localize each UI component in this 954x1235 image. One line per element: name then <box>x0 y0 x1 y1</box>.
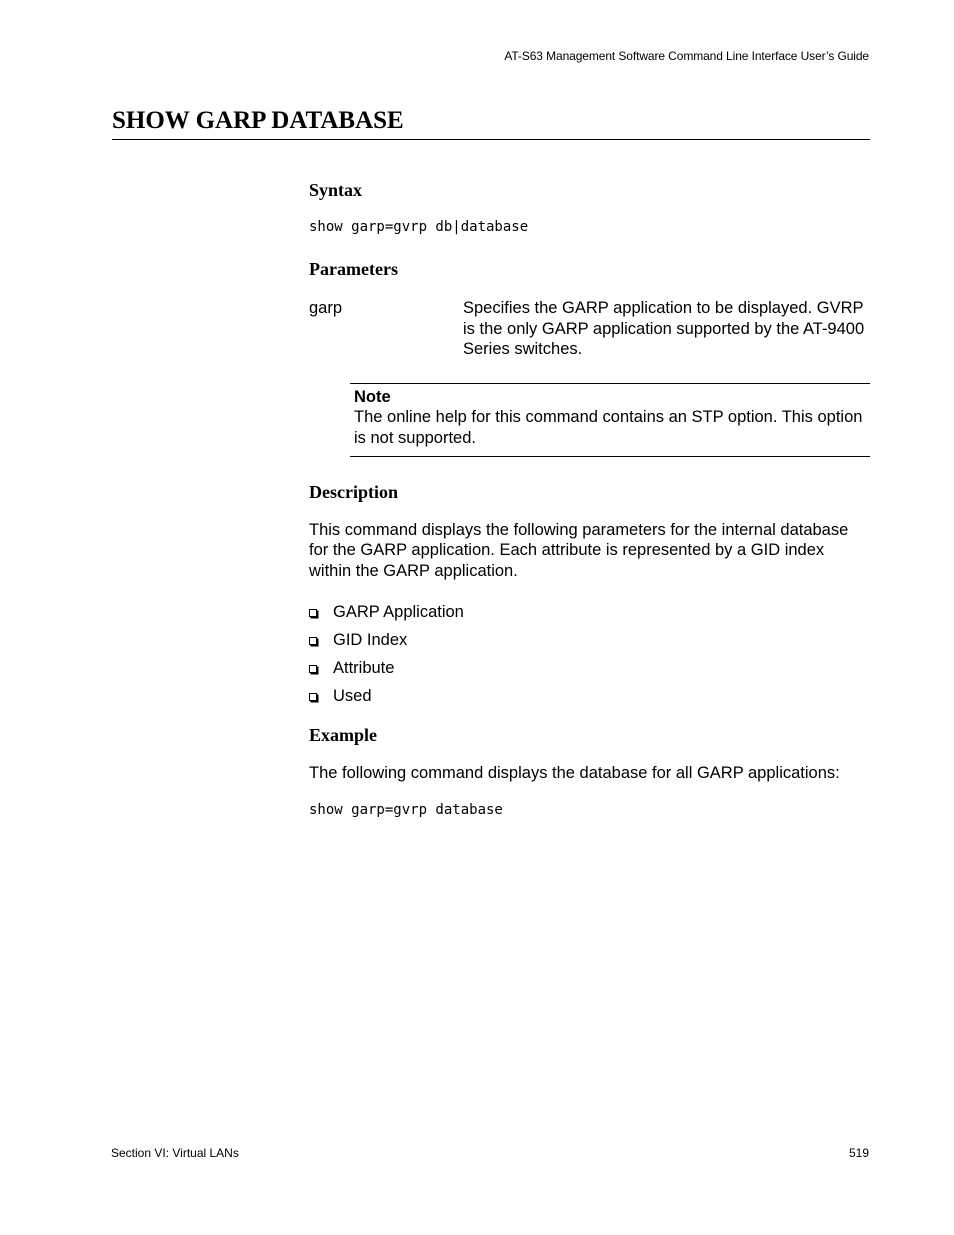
param-desc-garp: Specifies the GARP application to be displayed. GVRP is the only GARP application supported by the AT-9400 Series switches. <box>463 299 865 358</box>
description-bullet-list <box>309 598 464 710</box>
note-box <box>350 383 870 457</box>
footer-page-number: 519 <box>848 1146 869 1160</box>
note-text: The online help for this command contains an STP option. This option is not supported. <box>354 408 863 447</box>
syntax-command: show garp=gvrp db|database <box>309 219 529 235</box>
list-item <box>309 654 464 682</box>
example-heading: Example <box>309 725 378 745</box>
description-text: This command displays the following parameters for the internal database for the GARP application. Each attribute is represented by a GID index within the GARP application. <box>309 521 849 580</box>
syntax-heading: Syntax <box>309 180 363 200</box>
page-title: SHOW GARP DATABASE <box>112 104 870 140</box>
checkbox-bullet-icon <box>309 609 317 617</box>
running-header: AT-S63 Management Software Command Line Interface User’s Guide <box>504 49 869 63</box>
checkbox-bullet-icon <box>309 665 317 673</box>
footer-section: Section VI: Virtual LANs <box>111 1146 239 1160</box>
example-text: The following command displays the database for all GARP applications: <box>309 764 840 782</box>
bullet-text: Used <box>333 686 372 705</box>
list-item <box>309 682 464 710</box>
description-heading: Description <box>309 482 398 502</box>
list-item <box>309 626 464 654</box>
list-item <box>309 598 464 626</box>
checkbox-bullet-icon <box>309 637 317 645</box>
bullet-text: GID Index <box>333 630 408 649</box>
param-name-garp: garp <box>309 299 343 317</box>
note-label: Note <box>354 388 391 406</box>
bullet-text: Attribute <box>333 658 395 677</box>
bullet-text: GARP Application <box>333 602 464 621</box>
example-command: show garp=gvrp database <box>309 802 503 818</box>
checkbox-bullet-icon <box>309 693 317 701</box>
parameters-heading: Parameters <box>309 259 398 279</box>
